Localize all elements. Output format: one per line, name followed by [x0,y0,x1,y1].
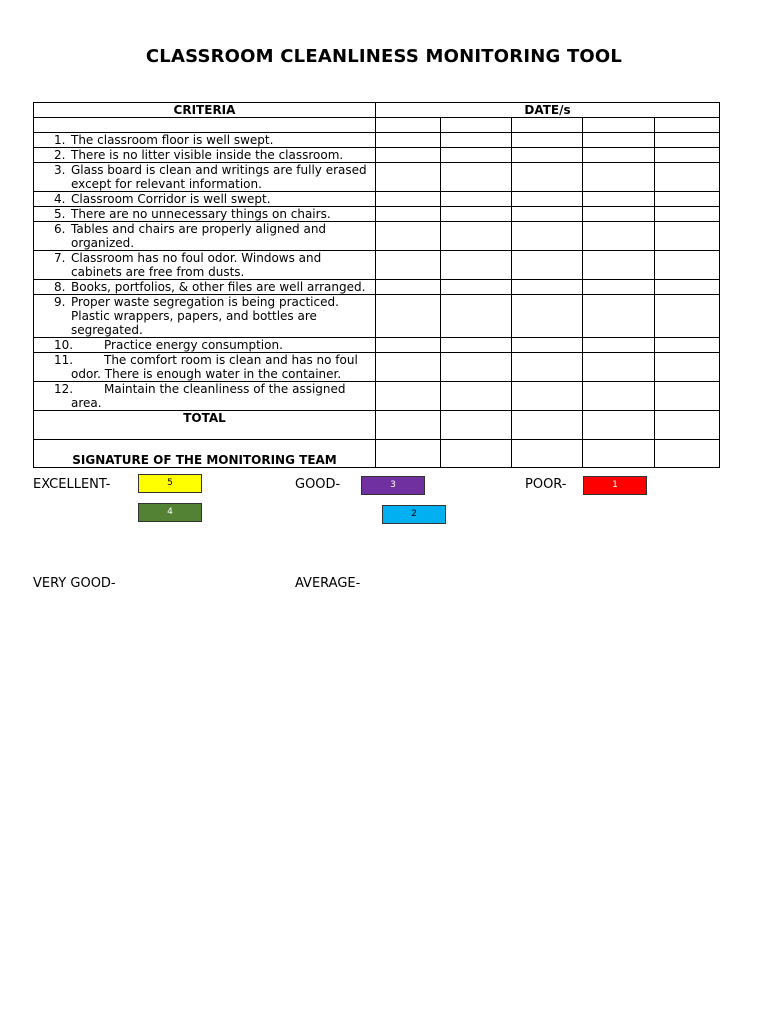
monitoring-table [33,102,720,468]
page-title: CLASSROOM CLEANLINESS MONITORING TOOL [145,46,623,67]
criteria-text: The classroom floor is well swept. [71,133,274,147]
score-cell[interactable] [655,411,720,440]
criteria-number: 9. [54,295,66,309]
score-cell[interactable] [655,148,720,163]
legend-very-good-label: VERY GOOD- [33,576,116,591]
score-cell[interactable] [583,251,655,280]
criteria-number: 11. [54,353,74,367]
score-cell[interactable] [655,192,720,207]
score-cell[interactable] [376,382,441,411]
criteria-text: There is no litter visible inside the classroom. [71,148,344,162]
dates-header: DATE/s [376,103,720,118]
score-cell[interactable] [655,338,720,353]
score-cell[interactable] [583,411,655,440]
score-cell[interactable] [583,163,655,192]
score-cell[interactable] [376,163,441,192]
date-entry-row [34,118,720,133]
score-cell[interactable] [376,192,441,207]
score-cell[interactable] [441,353,512,382]
score-cell[interactable] [655,280,720,295]
criteria-number: 2. [54,148,66,162]
score-cell[interactable] [512,251,583,280]
score-cell[interactable] [512,207,583,222]
criteria-number: 3. [54,163,66,177]
score-cell[interactable] [583,133,655,148]
score-cell[interactable] [512,133,583,148]
criteria-row [34,222,720,251]
criteria-row [34,382,720,411]
criteria-cell [34,280,376,295]
score-cell[interactable] [655,295,720,338]
score-cell[interactable] [441,222,512,251]
score-cell[interactable] [441,207,512,222]
score-cell[interactable] [583,222,655,251]
criteria-number: 12. [54,382,74,396]
criteria-row [34,295,720,338]
signature-cell[interactable] [655,440,720,468]
score-cell[interactable] [376,338,441,353]
score-cell[interactable] [376,207,441,222]
score-cell[interactable] [583,207,655,222]
criteria-row [34,338,720,353]
criteria-cell [34,382,376,411]
score-cell[interactable] [441,133,512,148]
score-cell[interactable] [655,251,720,280]
date-cell[interactable] [583,118,655,133]
legend-average-swatch: 2 [382,505,446,524]
criteria-number: 10. [54,338,74,352]
score-cell[interactable] [512,163,583,192]
score-cell[interactable] [512,338,583,353]
criteria-row [34,207,720,222]
total-row [34,411,720,440]
score-cell[interactable] [655,382,720,411]
criteria-text: Classroom Corridor is well swept. [71,192,271,206]
score-cell[interactable] [655,207,720,222]
criteria-cell [34,133,376,148]
score-cell[interactable] [655,222,720,251]
criteria-cell [34,192,376,207]
criteria-cell [34,207,376,222]
signature-row [34,440,720,468]
score-cell[interactable] [583,192,655,207]
score-cell[interactable] [376,353,441,382]
score-cell[interactable] [441,280,512,295]
legend-good-swatch: 3 [361,476,425,495]
score-cell[interactable] [583,382,655,411]
score-cell[interactable] [583,338,655,353]
criteria-number: 8. [54,280,66,294]
criteria-body [34,133,720,411]
score-cell[interactable] [376,148,441,163]
legend-excellent-swatch: 5 [138,474,202,493]
score-cell[interactable] [655,133,720,148]
score-cell[interactable] [441,295,512,338]
criteria-row [34,280,720,295]
criteria-number: 5. [54,207,66,221]
score-cell[interactable] [441,382,512,411]
criteria-row [34,148,720,163]
date-cell[interactable] [512,118,583,133]
score-cell[interactable] [583,295,655,338]
signature-cell[interactable] [376,440,441,468]
score-cell[interactable] [512,280,583,295]
criteria-number: 1. [54,133,66,147]
score-cell[interactable] [376,295,441,338]
score-cell[interactable] [441,251,512,280]
score-cell[interactable] [441,411,512,440]
criteria-text: Proper waste segregation is being practiced. Plastic wrappers, papers, and bottles are segregated. [71,295,339,337]
criteria-cell [34,353,376,382]
criteria-number: 4. [54,192,66,206]
score-cell[interactable] [512,148,583,163]
legend-poor-swatch: 1 [583,476,647,495]
criteria-number: 7. [54,251,66,265]
date-cell[interactable] [441,118,512,133]
date-cell[interactable] [655,118,720,133]
score-cell[interactable] [583,353,655,382]
criteria-row [34,133,720,148]
score-cell[interactable] [512,353,583,382]
criteria-cell [34,222,376,251]
score-cell[interactable] [376,251,441,280]
legend-good-label: GOOD- [295,477,341,492]
score-cell[interactable] [441,163,512,192]
signature-cell[interactable] [441,440,512,468]
signature-cell[interactable] [512,440,583,468]
score-cell[interactable] [441,338,512,353]
score-cell[interactable] [512,295,583,338]
score-cell[interactable] [512,411,583,440]
score-cell[interactable] [583,280,655,295]
criteria-row [34,353,720,382]
criteria-cell [34,251,376,280]
score-cell[interactable] [376,133,441,148]
criteria-row [34,251,720,280]
criteria-text: Books, portfolios, & other files are well arranged. [71,280,366,294]
criteria-text: The comfort room is clean and has no foul odor. There is enough water in the container. [71,353,358,381]
legend-poor-label: POOR- [525,477,567,492]
criteria-text: Maintain the cleanliness of the assigned area. [71,382,346,410]
score-cell[interactable] [512,222,583,251]
score-cell[interactable] [441,148,512,163]
criteria-text: Practice energy consumption. [104,338,283,352]
signature-cell[interactable] [583,440,655,468]
criteria-cell [34,295,376,338]
criteria-text: Classroom has no foul odor. Windows and cabinets are free from dusts. [71,251,322,279]
date-cell[interactable] [376,118,441,133]
criteria-cell [34,163,376,192]
score-cell[interactable] [512,192,583,207]
legend-excellent-label: EXCELLENT- [33,477,111,492]
criteria-cell [34,148,376,163]
score-cell[interactable] [376,280,441,295]
criteria-number: 6. [54,222,66,236]
score-cell[interactable] [376,222,441,251]
header-row [34,103,720,118]
criteria-row [34,192,720,207]
signature-label: SIGNATURE OF THE MONITORING TEAM [34,440,376,468]
score-cell[interactable] [655,353,720,382]
criteria-text: There are no unnecessary things on chairs. [71,207,331,221]
legend-average-label: AVERAGE- [295,576,361,591]
criteria-text: Glass board is clean and writings are fully erased except for relevant information. [71,163,367,191]
criteria-row [34,163,720,192]
criteria-cell [34,338,376,353]
score-cell[interactable] [376,411,441,440]
legend-very-good-swatch: 4 [138,503,202,522]
score-cell[interactable] [655,163,720,192]
score-cell[interactable] [583,148,655,163]
criteria-text: Tables and chairs are properly aligned and organized. [71,222,327,250]
score-cell[interactable] [441,192,512,207]
total-label: TOTAL [34,411,376,440]
score-cell[interactable] [512,382,583,411]
blank-criteria-cell [34,118,376,133]
criteria-header: CRITERIA [34,103,376,118]
